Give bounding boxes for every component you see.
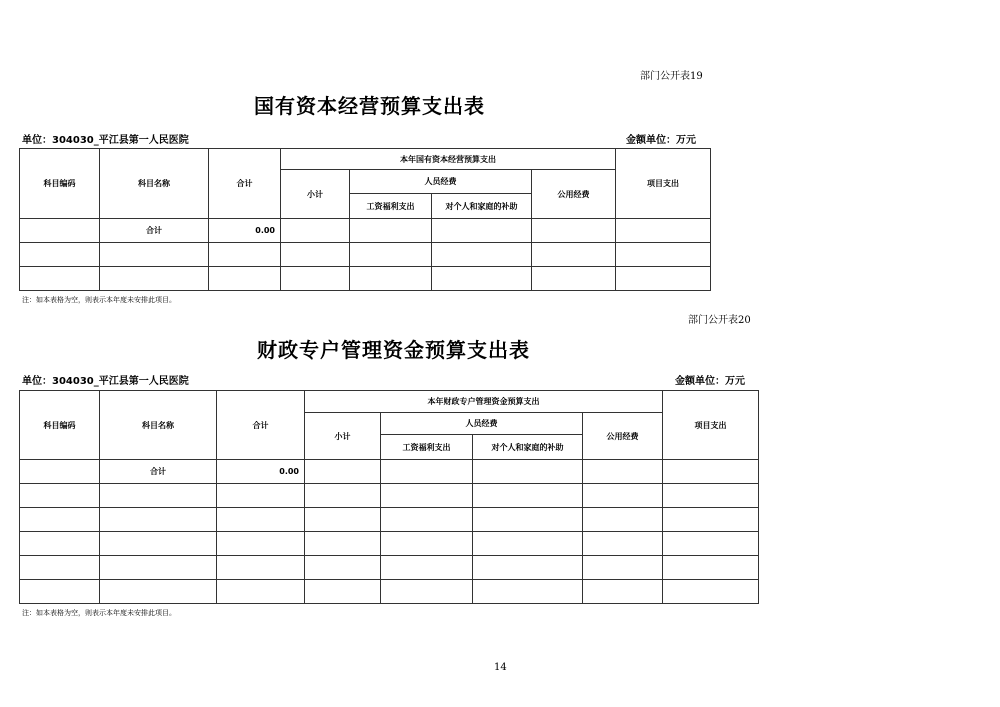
header-subsidy: 对个人和家庭的补助: [432, 194, 532, 219]
table-row: [20, 243, 711, 267]
unit-label: 单位：304030_平江县第一人民医院: [22, 135, 189, 146]
header-subtotal: 小计: [281, 170, 350, 219]
header-total: 合计: [209, 149, 281, 219]
header-total: 合计: [217, 391, 305, 460]
header-group: 本年财政专户管理资金预算支出: [305, 391, 663, 413]
sum-label: 合计: [100, 460, 217, 484]
header-project: 项目支出: [663, 391, 759, 460]
sum-value: 0.00: [217, 460, 305, 484]
page-number: 14: [494, 662, 507, 673]
table-row: [20, 460, 759, 484]
header-personnel: 人员经费: [350, 170, 532, 194]
header-code: 科目编码: [20, 149, 100, 219]
table-row: [20, 532, 759, 556]
table-row: [20, 267, 711, 291]
amount-unit-label: 金额单位：万元: [675, 376, 745, 387]
header-group: 本年国有资本经营预算支出: [281, 149, 616, 170]
table-row: [20, 508, 759, 532]
table-row: [20, 219, 711, 243]
header-public: 公用经费: [583, 413, 663, 460]
header-code: 科目编码: [20, 391, 100, 460]
header-subtotal: 小计: [305, 413, 381, 460]
header-public: 公用经费: [532, 170, 616, 219]
table-row: [20, 556, 759, 580]
table-title: 财政专户管理资金预算支出表: [257, 338, 530, 362]
header-project: 项目支出: [616, 149, 711, 219]
sum-label: 合计: [100, 219, 209, 243]
amount-unit-label: 金额单位：万元: [626, 135, 696, 146]
header-subsidy: 对个人和家庭的补助: [473, 435, 583, 460]
sum-value: 0.00: [209, 219, 281, 243]
table-note: 注：如本表格为空，则表示本年度未安排此项目。: [22, 296, 176, 304]
budget-table: [19, 148, 711, 291]
table-tag: 部门公开表19: [640, 71, 703, 82]
unit-label: 单位：304030_平江县第一人民医院: [22, 376, 189, 387]
header-personnel: 人员经费: [381, 413, 583, 435]
header-name: 科目名称: [100, 149, 209, 219]
table-row: [20, 484, 759, 508]
header-name: 科目名称: [100, 391, 217, 460]
budget-table: [19, 390, 759, 604]
header-salary: 工资福利支出: [381, 435, 473, 460]
table-title: 国有资本经营预算支出表: [254, 94, 485, 118]
header-salary: 工资福利支出: [350, 194, 432, 219]
table-row: [20, 580, 759, 604]
table-note: 注：如本表格为空，则表示本年度未安排此项目。: [22, 609, 176, 617]
table-tag: 部门公开表20: [688, 315, 751, 326]
